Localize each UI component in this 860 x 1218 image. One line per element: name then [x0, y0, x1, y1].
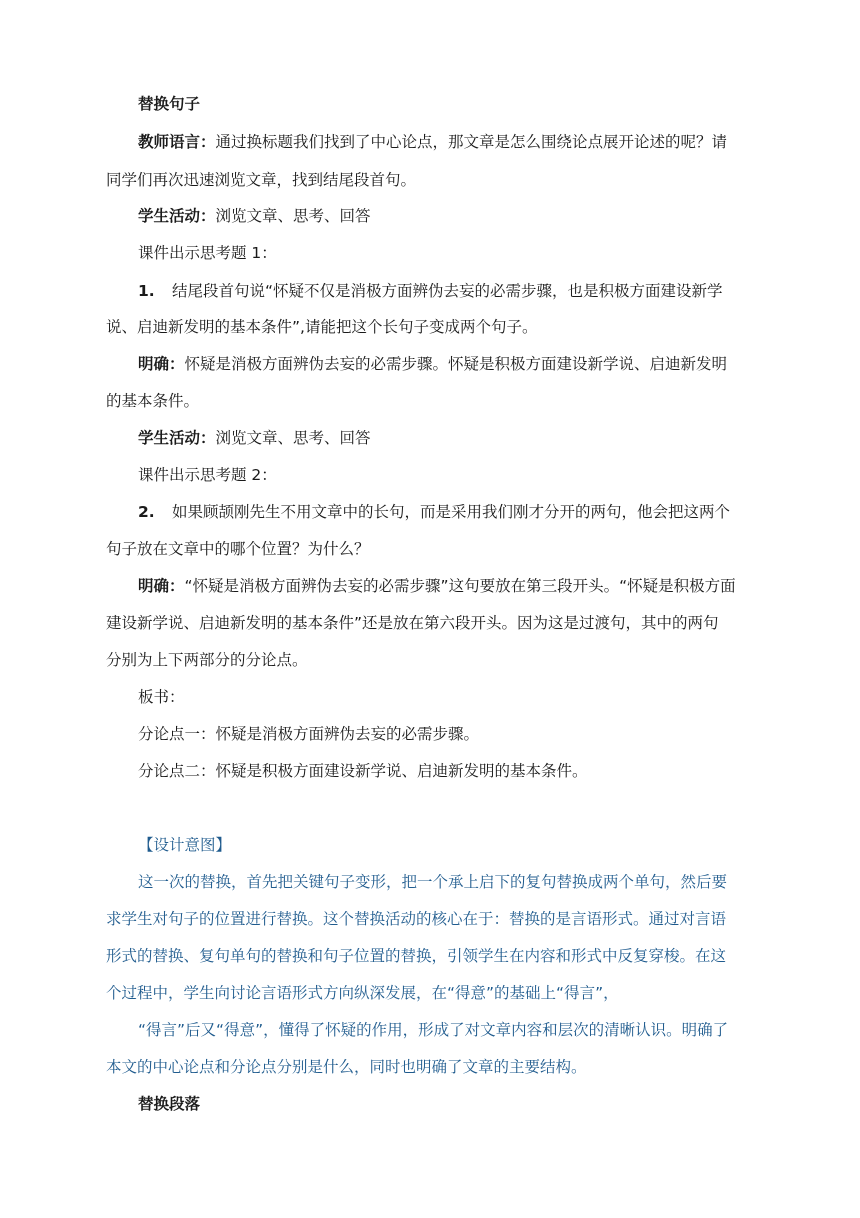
sub-point-1: 分论点一：怀疑是消极方面辨伪去妄的必需步骤。	[138, 725, 480, 743]
question-1-number: 1.	[138, 282, 155, 300]
question-2-number: 2.	[138, 503, 155, 521]
design-intent-line-4: 个过程中，学生向讨论言语形式方向纵深发展，在“得意”的基础上“得言”，	[106, 984, 619, 1002]
answer-2-line-1	[138, 575, 736, 597]
student-activity-label: 学生活动：	[138, 429, 216, 447]
design-intent-line-3: 形式的替换、复句单句的替换和句子位置的替换，引领学生在内容和形式中反复穿梭。在这	[106, 947, 727, 965]
question-2-line-1	[138, 501, 730, 523]
student-activity-text: 浏览文章、思考、回答	[215, 429, 371, 447]
answer-2-text: “怀疑是消极方面辨伪去妄的必需步骤”这句要放在第三段开头。“怀疑是积极方面	[184, 577, 736, 595]
question-2-line-2: 句子放在文章中的哪个位置？为什么？	[106, 540, 370, 558]
design-intent-line-1: 这一次的替换，首先把关键句子变形，把一个承上启下的复句替换成两个单句，然后要	[138, 873, 728, 891]
answer-2-label: 明确：	[138, 577, 185, 595]
design-intent-line-5: “得言”后又“得意”，懂得了怀疑的作用，形成了对文章内容和层次的清晰认识。明确了	[138, 1021, 729, 1039]
design-intent-line-6: 本文的中心论点和分论点分别是什么，同时也明确了文章的主要结构。	[106, 1058, 587, 1076]
student-activity-label: 学生活动：	[138, 207, 216, 225]
design-intent-title: 【设计意图】	[138, 836, 232, 854]
section-heading-replace-sentence: 替换句子	[138, 95, 201, 113]
student-activity-2	[138, 427, 371, 449]
sub-point-2: 分论点二：怀疑是积极方面建设新学说、启迪新发明的基本条件。	[138, 762, 588, 780]
design-intent-line-2: 求学生对句子的位置进行替换。这个替换活动的核心在于：替换的是言语形式。通过对言语	[106, 910, 727, 928]
teacher-language-text: 通过换标题我们找到了中心论点，那文章是怎么围绕论点展开论述的呢？请	[215, 133, 728, 151]
teacher-language-label: 教师语言：	[138, 133, 216, 151]
section-heading-replace-paragraph: 替换段落	[138, 1095, 201, 1113]
answer-2-line-2: 建设新学说、启迪新发明的基本条件”还是放在第六段开头。因为这是过渡句，其中的两句	[106, 614, 719, 632]
answer-2-line-3: 分别为上下两部分的分论点。	[106, 651, 308, 669]
answer-1-label: 明确：	[138, 355, 185, 373]
teacher-language-line-2: 同学们再次迅速浏览文章，找到结尾段首句。	[106, 171, 417, 189]
answer-1-text: 怀疑是消极方面辨伪去妄的必需步骤。怀疑是积极方面建设新学说、启迪新发明	[184, 355, 728, 373]
student-activity-1	[138, 205, 371, 227]
courseware-question-2: 课件出示思考题 2：	[138, 466, 277, 484]
student-activity-text: 浏览文章、思考、回答	[215, 207, 371, 225]
answer-1-line-1	[138, 353, 727, 375]
question-2-text: 如果顾颉刚先生不用文章中的长句，而是采用我们刚才分开的两句，他会把这两个	[172, 503, 731, 521]
question-1-line-1	[138, 280, 723, 302]
question-1-text: 结尾段首句说“怀疑不仅是消极方面辨伪去妄的必需步骤，也是积极方面建设新学	[172, 282, 723, 300]
teacher-language-line-1	[138, 131, 727, 153]
question-1-line-2: 说、启迪新发明的基本条件”,请能把这个长句子变成两个句子。	[106, 318, 538, 336]
blackboard-label: 板书：	[138, 688, 185, 706]
courseware-question-1: 课件出示思考题 1：	[138, 244, 277, 262]
answer-1-line-2: 的基本条件。	[106, 392, 200, 410]
